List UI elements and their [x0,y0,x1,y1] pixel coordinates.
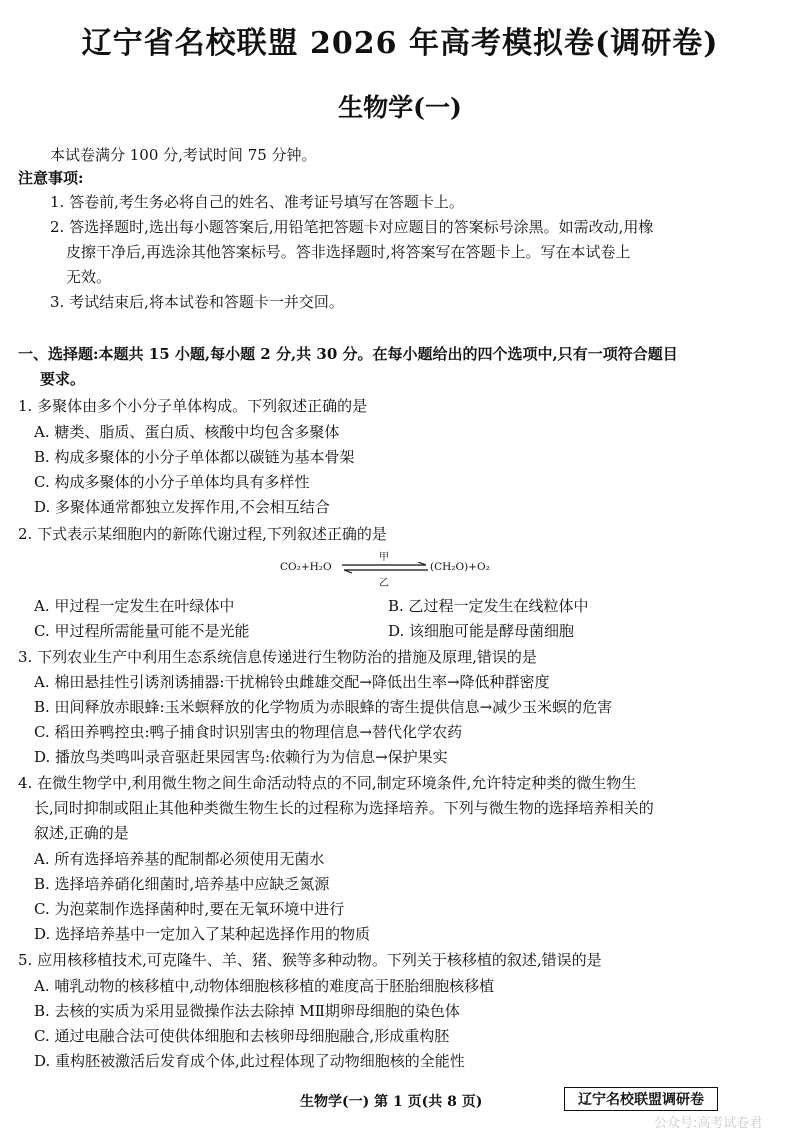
question-1-stem: 1. 多聚体由多个小分子单体构成。下列叙述正确的是 [18,397,368,415]
equation-products: (CH₂O)+O₂ [430,561,490,573]
reversible-arrow-icon [340,562,430,574]
question-2-option-b: B. 乙过程一定发生在线粒体中 [388,597,589,615]
exam-brand-box: 辽宁名校联盟调研卷 [564,1087,718,1111]
question-1-option-a: A. 糖类、脂质、蛋白质、核酸中均包含多聚体 [34,423,340,441]
question-4-option-a: A. 所有选择培养基的配制都必须使用无菌水 [34,850,325,868]
question-5-option-b: B. 去核的实质为采用显微操作法去除掉 MⅡ期卵母细胞的染色体 [34,1002,460,1020]
notice-item-2-line-3: 无效。 [66,268,112,286]
question-5-option-a: A. 哺乳动物的核移植中,动物体细胞核移植的难度高于胚胎细胞核移植 [34,977,495,995]
equation-reverse-label: 乙 [379,578,389,589]
question-4-option-c: C. 为泡菜制作选择菌种时,要在无氧环境中进行 [34,900,345,918]
question-2-option-a: A. 甲过程一定发生在叶绿体中 [34,597,235,615]
question-4-option-b: B. 选择培养硝化细菌时,培养基中应缺乏氮源 [34,875,330,893]
notice-item-3: 3. 考试结束后,将本试卷和答题卡一并交回。 [50,293,344,311]
subject-title: 生物学(一) [338,93,462,122]
notice-item-1: 1. 答卷前,考生务必将自己的姓名、准考证号填写在答题卡上。 [50,193,464,211]
question-5-option-d: D. 重构胚被激活后发育成个体,此过程体现了动物细胞核的全能性 [34,1052,465,1070]
equation-forward-label: 甲 [379,552,389,563]
question-3-option-b: B. 田间释放赤眼蜂:玉米螟释放的化学物质为赤眼蜂的寄生提供信息→减少玉米螟的危害 [34,698,613,716]
question-3-option-c: C. 稻田养鸭控虫:鸭子捕食时识别害虫的物理信息→替代化学农药 [34,723,463,741]
section-1-heading-line-1: 一、选择题:本题共 15 小题,每小题 2 分,共 30 分。在每小题给出的四个选项中,只有一项符合题目 [18,345,678,363]
question-1-option-c: C. 构成多聚体的小分子单体均具有多样性 [34,473,310,491]
equation-reactants: CO₂+H₂O [280,561,332,573]
question-4-stem-line-3: 叙述,正确的是 [34,824,129,842]
question-1-option-b: B. 构成多聚体的小分子单体都以碳链为基本骨架 [34,448,355,466]
exam-intro: 本试卷满分 100 分,考试时间 75 分钟。 [50,146,317,164]
question-2-option-d: D. 该细胞可能是酵母菌细胞 [388,622,575,640]
question-2-option-c: C. 甲过程所需能量可能不是光能 [34,622,250,640]
question-3-stem: 3. 下列农业生产中利用生态系统信息传递进行生物防治的措施及原理,错误的是 [18,648,537,666]
exam-title: 辽宁省名校联盟 2026 年高考模拟卷(调研卷) [81,26,719,61]
page-number: 生物学(一) 第 1 页(共 8 页) [300,1094,483,1110]
notice-item-2-line-2: 皮擦干净后,再选涂其他答案标号。答非选择题时,将答案写在答题卡上。写在本试卷上 [66,243,631,261]
watermark: 公众号:高考试卷君 [654,1116,763,1131]
question-4-stem-line-1: 4. 在微生物学中,利用微生物之间生命活动特点的不同,制定环境条件,允许特定种类的微生物生 [18,774,637,792]
question-1-option-d: D. 多聚体通常都独立发挥作用,不会相互结合 [34,498,330,516]
question-4-option-d: D. 选择培养基中一定加入了某种起选择作用的物质 [34,925,371,943]
reaction-equation [280,550,520,589]
section-1-heading-line-2: 要求。 [40,370,86,388]
notice-item-2-line-1: 2. 答选择题时,选出每小题答案后,用铅笔把答题卡对应题目的答案标号涂黑。如需改动,用橡 [50,218,654,236]
question-2-stem: 2. 下式表示某细胞内的新陈代谢过程,下列叙述正确的是 [18,525,387,543]
question-5-stem: 5. 应用核移植技术,可克隆牛、羊、猪、猴等多种动物。下列关于核移植的叙述,错误的是 [18,951,602,969]
question-3-option-d: D. 播放鸟类鸣叫录音驱赶果园害鸟:依赖行为为信息→保护果实 [34,748,448,766]
question-3-option-a: A. 棉田悬挂性引诱剂诱捕器:干扰棉铃虫雌雄交配→降低出生率→降低种群密度 [34,673,550,691]
question-4-stem-line-2: 长,同时抑制或阻止其他种类微生物生长的过程称为选择培养。下列与微生物的选择培养相关的 [34,799,654,817]
question-5-option-c: C. 通过电融合法可使供体细胞和去核卵母细胞融合,形成重构胚 [34,1027,450,1045]
notice-heading: 注意事项: [18,169,84,187]
